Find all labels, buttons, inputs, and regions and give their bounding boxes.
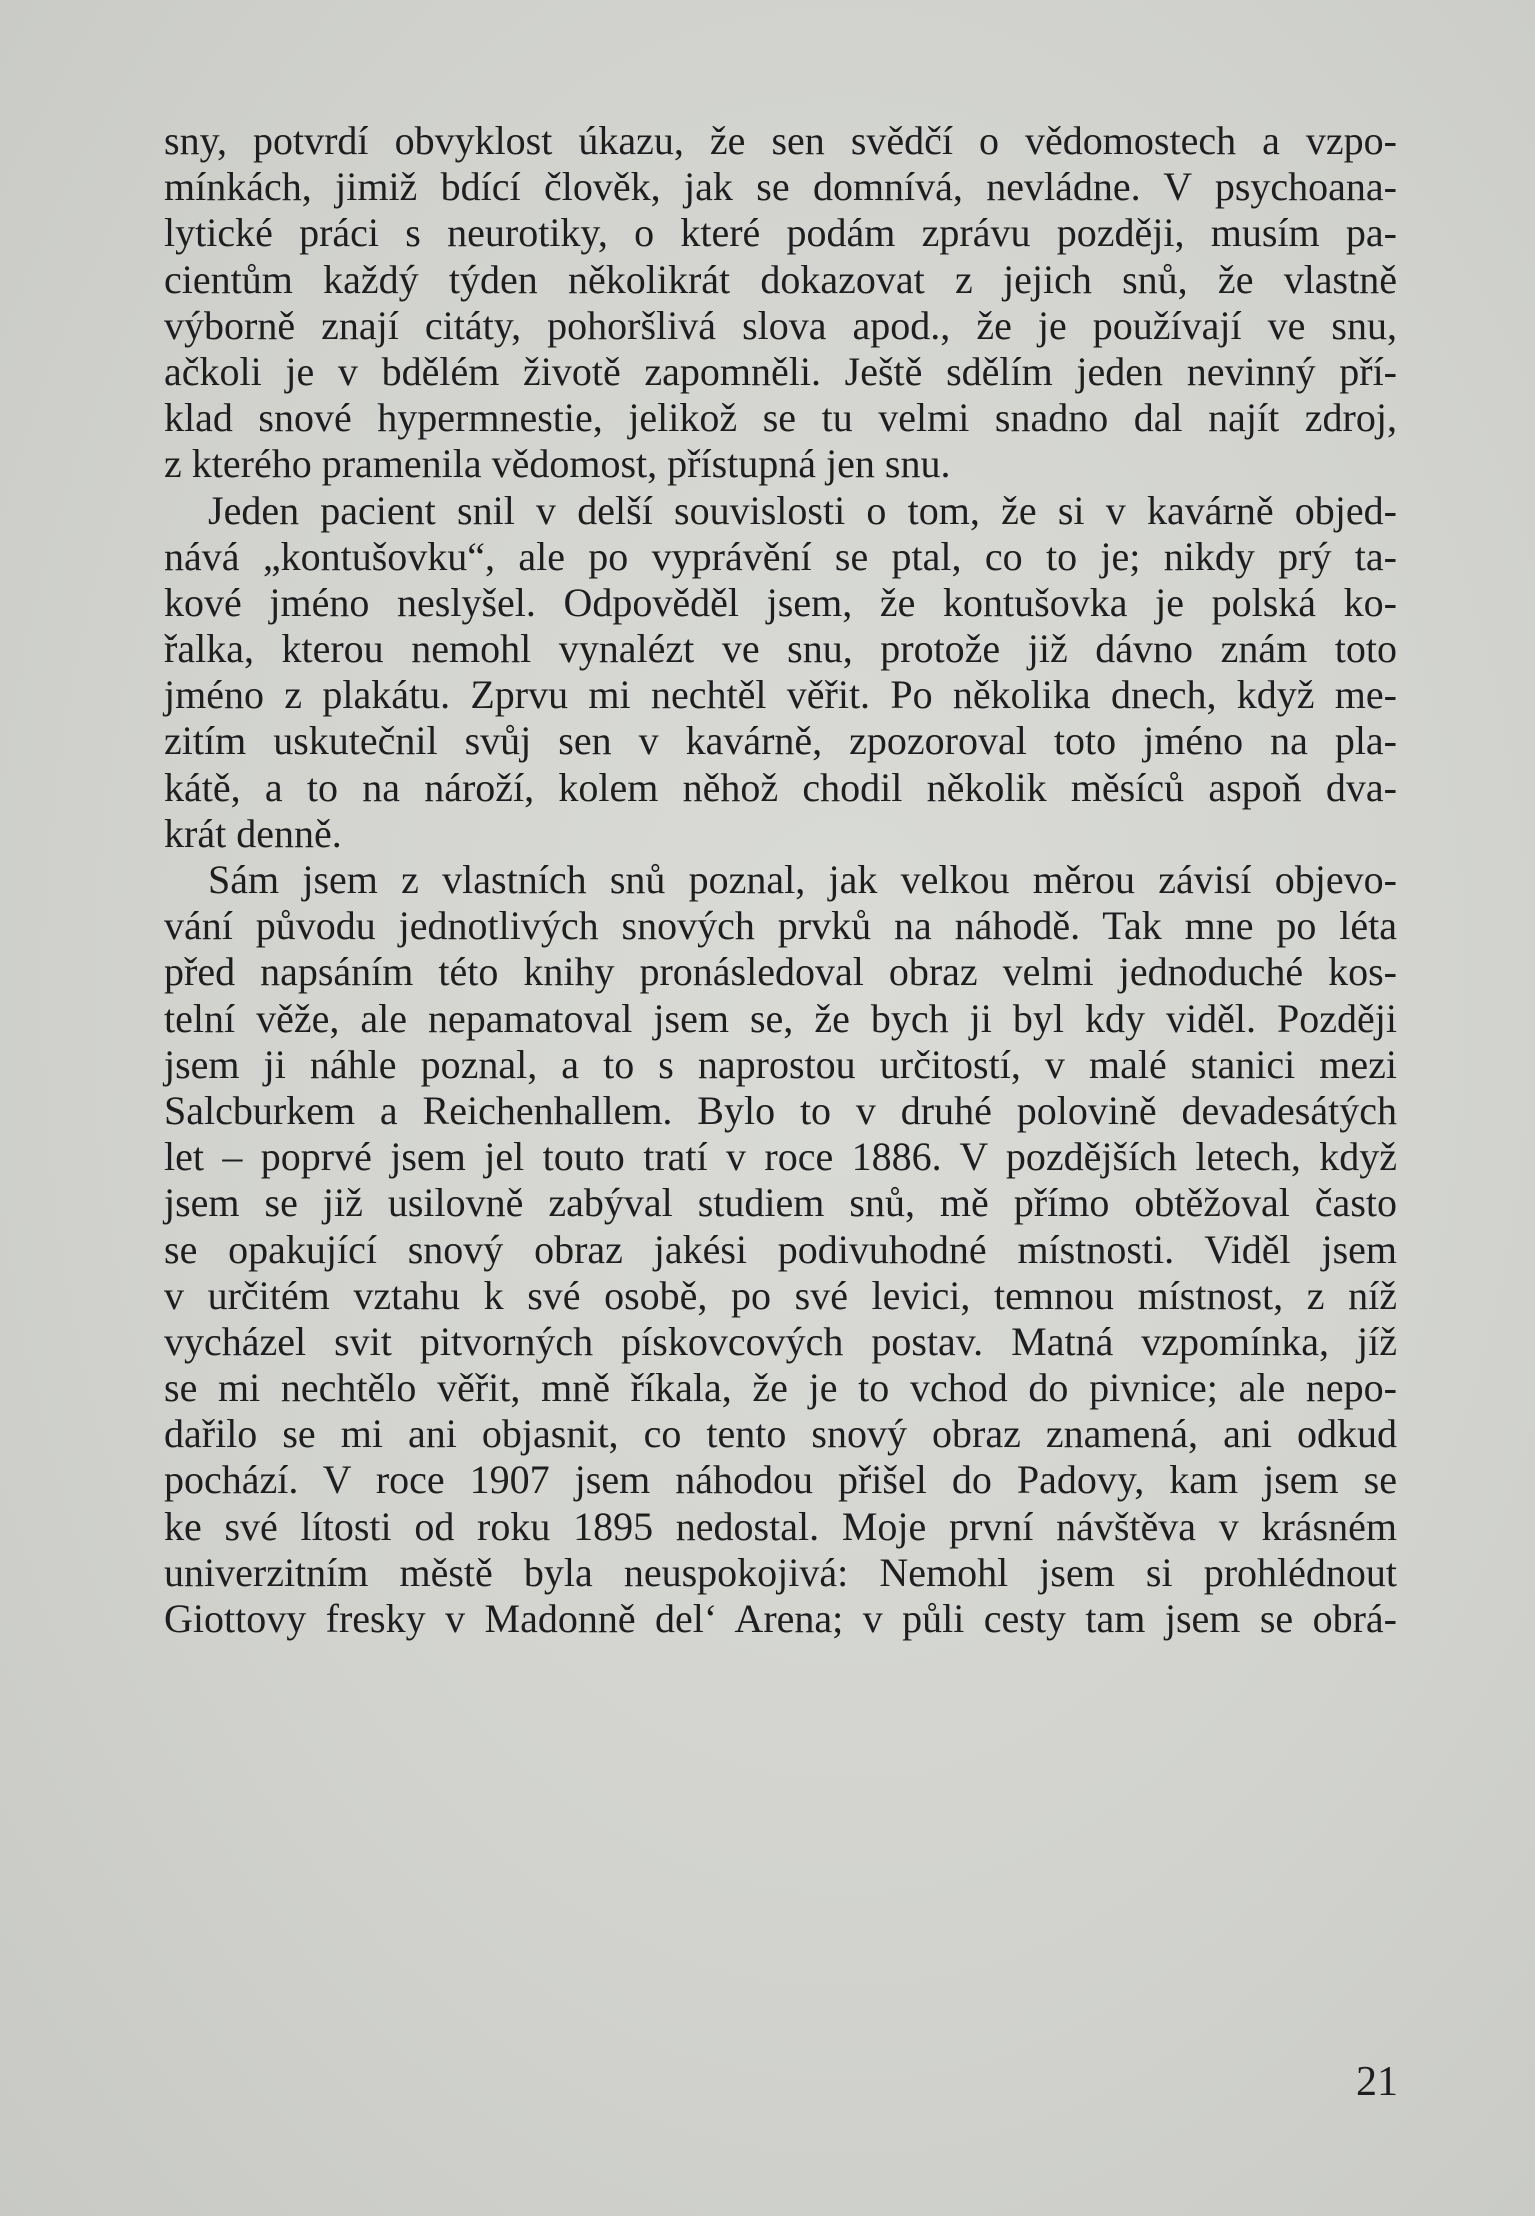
text-line: jméno z plakátu. Zprvu mi nechtěl věřit. Po několika dnech, když me-: [164, 672, 1397, 718]
text-line: v určitém vztahu k své osobě, po své levici, temnou místnost, z níž: [164, 1272, 1397, 1318]
text-line: ačkoli je v bdělém životě zapomněli. Ještě sdělím jeden nevinný pří-: [164, 348, 1397, 394]
paragraph-2: [164, 488, 1397, 858]
text-line: nává „kontušovku“, ale po vyprávění se ptal, co to je; nikdy prý ta-: [164, 533, 1397, 579]
text-line: sny, potvrdí obvyklost úkazu, že sen svědčí o vědomostech a vzpo-: [164, 118, 1397, 163]
body-text: [164, 118, 1397, 1642]
text-line: mínkách, jimiž bdící člověk, jak se domnívá, nevládne. V psychoana-: [164, 164, 1397, 210]
text-line: dařilo se mi ani objasnit, co tento snový obraz znamená, ani odkud: [164, 1411, 1397, 1457]
text-line: Salcburkem a Reichenhallem. Bylo to v druhé polovině devadesátých: [164, 1087, 1397, 1133]
text-line: Giottovy fresky v Madonně del‘ Arena; v půli cesty tam jsem se obrá-: [164, 1596, 1397, 1641]
text-line: krát denně.: [164, 810, 342, 856]
text-line: před napsáním této knihy pronásledoval obraz velmi jednoduché kos-: [164, 949, 1397, 995]
text-line: řalka, kterou nemohl vynalézt ve snu, protože již dávno znám toto: [164, 626, 1397, 672]
text-line: Sám jsem z vlastních snů poznal, jak velkou měrou závisí objevo-: [208, 857, 1397, 902]
text-line: jsem ji náhle poznal, a to s naprostou určitostí, v malé stanici mezi: [164, 1041, 1397, 1087]
page-number: 21: [1356, 2059, 1398, 2105]
text-line: z kterého pramenila vědomost, přístupná jen snu.: [164, 441, 951, 487]
text-line: lytické práci s neurotiky, o které podám zprávu později, musím pa-: [164, 210, 1397, 256]
paragraph-1: [164, 118, 1397, 488]
text-line: Jeden pacient snil v delší souvislosti o tom, že si v kavárně objed-: [208, 487, 1397, 533]
text-line: ke své lítosti od roku 1895 nedostal. Moje první návštěva v krásném: [164, 1503, 1397, 1549]
text-line: kové jméno neslyšel. Odpověděl jsem, že kontušovka je polská ko-: [164, 579, 1397, 625]
text-line: kátě, a to na nároží, kolem něhož chodil několik měsíců aspoň dva-: [164, 764, 1397, 810]
text-line: se opakující snový obraz jakési podivuhodné místnosti. Viděl jsem: [164, 1226, 1397, 1272]
paragraph-3: [164, 857, 1397, 1642]
text-line: vání původu jednotlivých snových prvků na náhodě. Tak mne po léta: [164, 903, 1397, 949]
text-line: klad snové hypermnestie, jelikož se tu velmi snadno dal najít zdroj,: [164, 395, 1397, 441]
text-line: pochází. V roce 1907 jsem náhodou přišel do Padovy, kam jsem se: [164, 1457, 1397, 1503]
text-line: se mi nechtělo věřit, mně říkala, že je to vchod do pivnice; ale nepo-: [164, 1365, 1397, 1411]
text-line: cientům každý týden několikrát dokazovat z jejich snů, že vlastně: [164, 256, 1397, 302]
text-line: výborně znají citáty, pohoršlivá slova apod., že je používají ve snu,: [164, 302, 1397, 348]
text-line: telní věže, ale nepamatoval jsem se, že bych ji byl kdy viděl. Později: [164, 995, 1397, 1041]
text-line: zitím uskutečnil svůj sen v kavárně, zpozoroval toto jméno na pla-: [164, 718, 1397, 764]
text-line: let – poprvé jsem jel touto tratí v roce 1886. V pozdějších letech, když: [164, 1134, 1397, 1180]
text-line: jsem se již usilovně zabýval studiem snů, mě přímo obtěžoval často: [164, 1180, 1397, 1226]
text-line: univerzitním městě byla neuspokojivá: Nemohl jsem si prohlédnout: [164, 1549, 1397, 1595]
text-line: vycházel svit pitvorných pískovcových postav. Matná vzpomínka, jíž: [164, 1318, 1397, 1364]
